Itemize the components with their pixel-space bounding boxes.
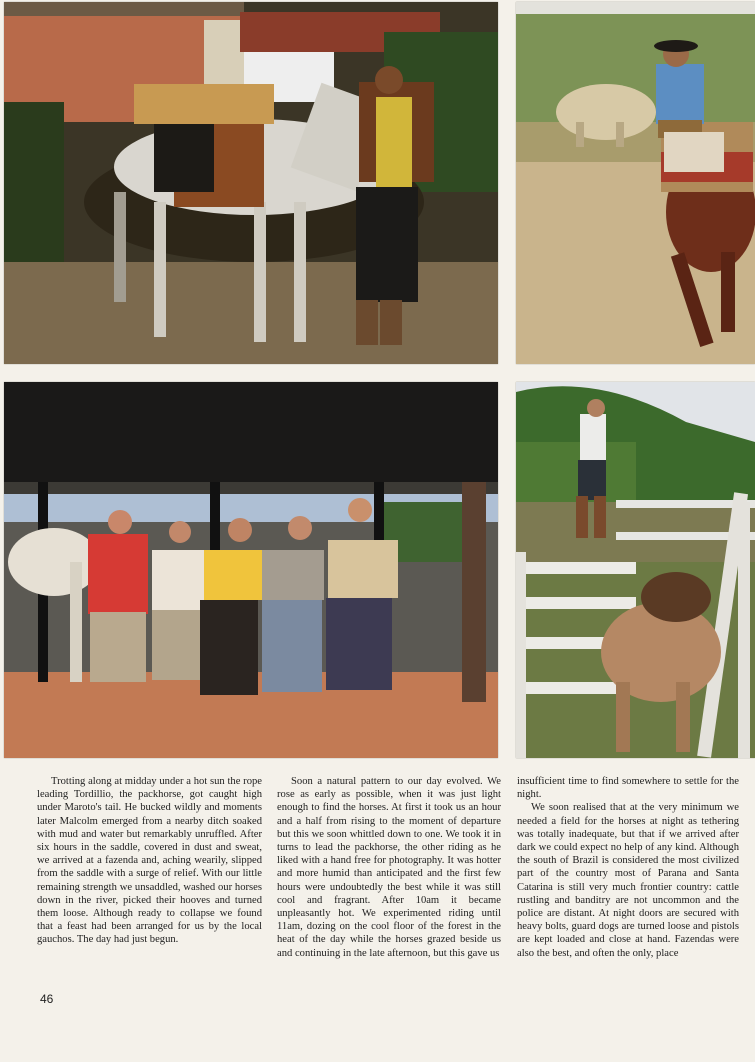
article-column-3	[517, 775, 739, 960]
page-number: 46	[40, 992, 54, 1006]
photo-gaucho-on-horse	[516, 2, 755, 364]
photo-horses-and-rider	[4, 2, 498, 364]
photo-cattle-corral-image	[516, 382, 755, 758]
photo-group-of-men	[4, 382, 498, 758]
photo-gaucho-on-horse-image	[516, 2, 755, 364]
paragraph: We soon realised that at the very minimum we needed a field for the horses at night as tethering was totally inadequate, but that if we arrived after dark we could expect no help of any kind. Although the south of Brazil is considered the most civilized part of the country most of Parana and Santa Catarina is still very much frontier country: cattle rustling and banditry are not uncommon and the police are distant. At night doors are secured with heavy bolts, guard dogs are turned loose and pistols are kept loaded and close at hand. Fazendas were also the best, and often the only, place	[517, 802, 739, 959]
photo-cattle-corral	[516, 382, 755, 758]
photo-horses-and-rider-image	[4, 2, 498, 364]
article-column-1	[37, 775, 262, 947]
paragraph: Trotting along at midday under a hot sun the rope leading Tordillio, the packhorse, got caught high under Maroto's tail. He bucked wildly and moments later Malcolm emerged from a nearby ditch soaked with mud and water but remarkably unruffled. After six hours in the saddle, covered in dust and sweat, we arrived at a fazenda and, aching wearily, slipped from the saddle with a surge of relief. With our little remaining strength we unsaddled, washed our horses down in the river, picked their hooves and turned them loose. Although ready to collapse we found that a feast had been arranged for us by the local gauchos. The day had just begun.	[37, 776, 262, 946]
article-column-2	[277, 775, 501, 960]
paragraph: Soon a natural pattern to our day evolved. We rose as early as possible, when it was just light enough to find the horses. At first it took us an hour and a half from rising to the moment of departure but this we soon whittled down to one. We took it in turns to lead the packhorse, the other riding as he liked with a hand free for photography. It was hotter and more humid than anticipated and the first few hours were undoubtedly the best while it was still cool and fragrant. After 10am it became unpleasantly hot. We experimented riding until 11am, dozing on the cool floor of the forest in the heat of the day while the horses grazed beside us and continuing in the late afternoon, but this gave us	[277, 776, 501, 959]
photo-group-of-men-image	[4, 382, 498, 758]
paragraph-continuation: insufficient time to find somewhere to settle for the night.	[517, 776, 739, 801]
